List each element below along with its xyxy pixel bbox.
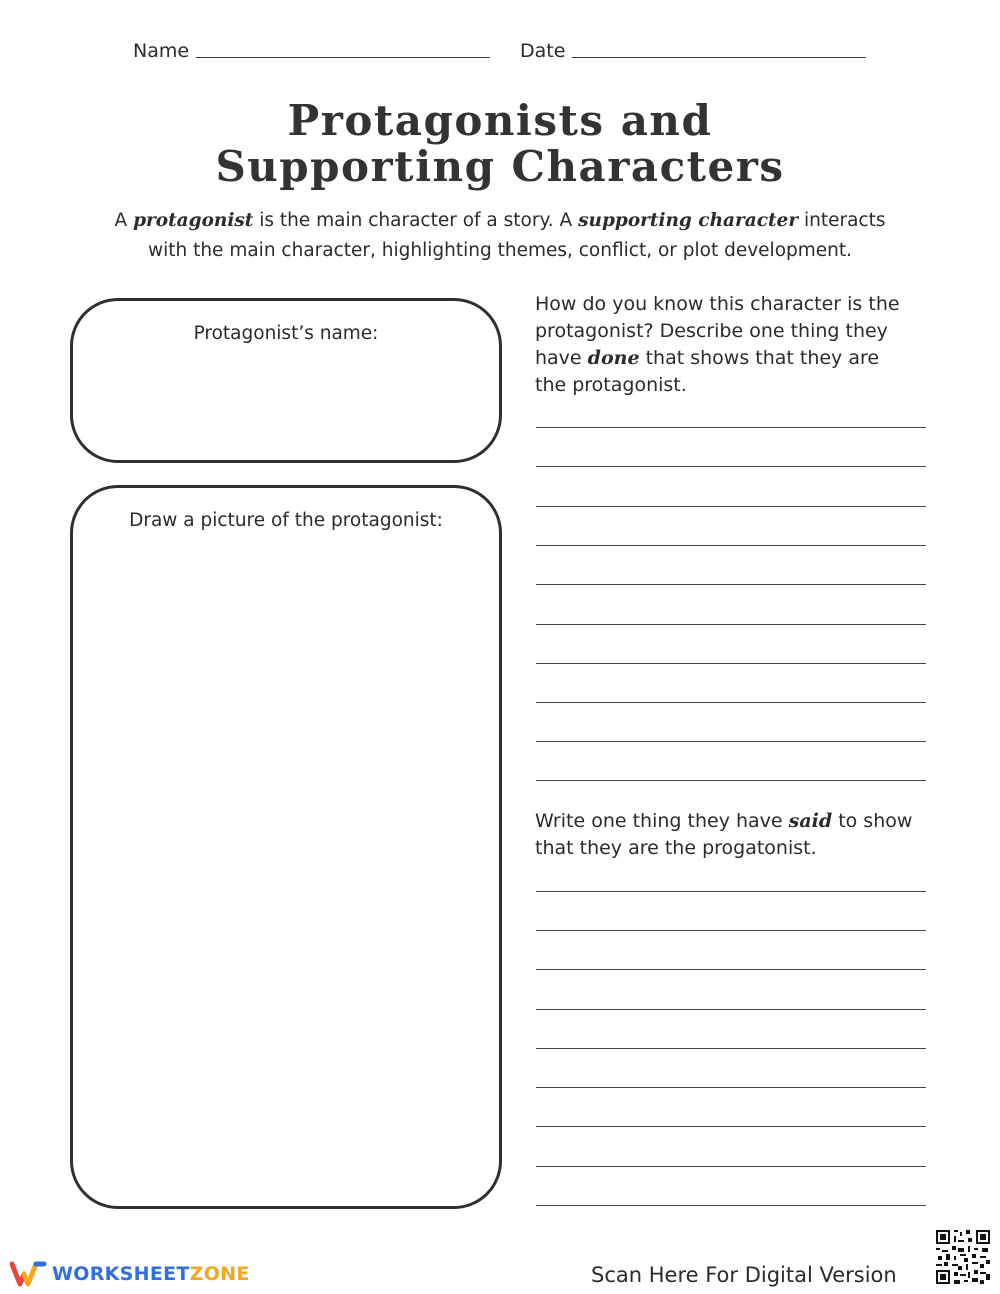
answer-line-q2[interactable] [536,1205,926,1206]
title-line-1: Protagonists and [287,96,713,145]
intro-line-1 [60,206,940,236]
logo-word-worksheet: WORKSHEET [52,1263,190,1285]
q1-line-1: How do you know this character is the [535,293,900,315]
answer-line-q2[interactable] [536,1166,926,1167]
q2-line-1-b: to show [832,810,913,832]
name-field[interactable] [196,57,490,58]
answer-line-q1[interactable] [536,466,926,467]
answer-line-q1[interactable] [536,702,926,703]
intro-text-b: is the main character of a story. A [253,210,579,231]
date-label: Date [520,40,566,62]
name-label: Name [133,40,190,62]
answer-line-q1[interactable] [536,545,926,546]
q1-line-3-b: that shows that they are [639,347,880,369]
q1-line-4: the protagonist. [535,374,687,396]
worksheetzone-logo-icon [10,1260,48,1288]
intro-text [60,206,940,266]
answer-line-q1[interactable] [536,741,926,742]
q1-emphasis-done: done [587,347,640,369]
qr-code-icon[interactable] [934,1228,992,1286]
answer-line-q2[interactable] [536,969,926,970]
answer-line-q1[interactable] [536,624,926,625]
intro-text-a: A [114,210,134,231]
title-line-2: Supporting Characters [215,142,785,191]
protagonist-picture-label: Draw a picture of the protagonist: [129,510,443,531]
q2-emphasis-said: said [788,810,833,832]
q2-line-1 [535,808,965,835]
answer-line-q2[interactable] [536,1126,926,1127]
logo-word-zone: ZONE [189,1263,250,1285]
answer-line-q1[interactable] [536,663,926,664]
answer-line-q1[interactable] [536,780,926,781]
answer-line-q2[interactable] [536,1009,926,1010]
answer-line-q1[interactable] [536,584,926,585]
q1-line-3-a: have [535,347,588,369]
answer-line-q2[interactable] [536,1087,926,1088]
page-title [0,98,1000,190]
question-said [535,808,965,862]
q2-line-2: that they are the progatonist. [535,837,817,859]
worksheetzone-logo[interactable] [10,1258,250,1290]
intro-line-2: with the main character, highlighting themes, conflict, or plot development. [147,240,853,261]
q1-line-2: protagonist? Describe one thing they [535,320,888,342]
protagonist-name-label: Protagonist’s name: [193,323,379,344]
answer-line-q1[interactable] [536,427,926,428]
answer-line-q2[interactable] [536,891,926,892]
q1-line-3 [535,345,955,372]
term-supporting-character: supporting character [578,210,799,231]
date-field[interactable] [572,57,866,58]
protagonist-picture-box[interactable] [70,485,502,1209]
scan-text: Scan Here For Digital Version [591,1263,897,1287]
answer-line-q2[interactable] [536,930,926,931]
question-done [535,291,955,399]
answer-line-q2[interactable] [536,1048,926,1049]
protagonist-name-box[interactable] [70,298,502,463]
answer-line-q1[interactable] [536,506,926,507]
intro-text-c: interacts [798,210,886,231]
q2-line-1-a: Write one thing they have [535,810,789,832]
term-protagonist: protagonist [133,210,254,231]
